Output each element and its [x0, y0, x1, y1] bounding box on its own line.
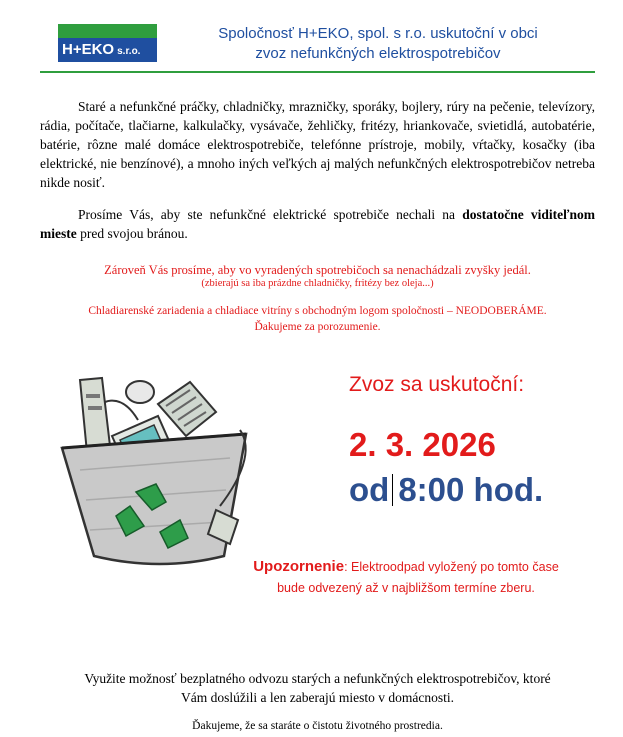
refrigeration-warning: Chladiarenské zariadenia a chladiace vitríny s obchodným logom spoločnosti – NEODOBERÁME. [88, 305, 547, 317]
collection-date: 2. 3. 2026 [349, 426, 496, 463]
placement-text-start: Prosíme Vás, aby ste nefunkčné elektrické spotrebiče nechali na [78, 207, 463, 222]
notice-line-1 [230, 556, 582, 578]
placement-paragraph [40, 205, 595, 243]
title-line-1: Spoločnosť H+EKO, spol. s r.o. uskutoční v obci [218, 25, 538, 42]
logo-brand-text: H+EKO [62, 41, 115, 58]
thanks-for-understanding: Ďakujeme za porozumenie. [254, 321, 381, 333]
notice-text-2: bude odvezený až v najbližšom termíne zberu. [277, 581, 535, 595]
time-prefix: od [349, 471, 390, 508]
keyboard-icon [158, 382, 216, 436]
placement-text-end: pred svojou bránou. [76, 226, 188, 241]
collection-time [349, 471, 543, 509]
late-disposal-notice [230, 556, 582, 599]
closing-thanks: Ďakujeme, že sa staráte o čistotu životného prostredia. [192, 720, 443, 732]
food-warning-note: (zbierajú sa iba prázdne chladničky, fritézy bez oleja...) [201, 278, 434, 289]
logo-blue-band [58, 38, 157, 62]
closing-line-1: Využite možnosť bezplatného odvozu starých a nefunkčných elektrospotrebičov, ktoré [84, 671, 551, 686]
time-value: 8:00 hod. [398, 471, 544, 508]
appliance-list-paragraph: Staré a nefunkčné práčky, chladničky, mrazničky, sporáky, bojlery, rúry na pečenie, televízory, rádia, počítače, tlačiarne, kalkulačky, vysávače, žehličky, fritézy, hriankovače, svietidlá, autobatérie, batérie, rôzne malé domáce elektrospotrebiče, telefónne prístroje, mobily, vŕtačky, kosačky (iba elektrické, nie benzínové), a mnoho iných veľkých aj malých nefunkčných elektrospotrebičov netreba nikde nosiť. [40, 99, 595, 190]
closing-line-2: Vám doslúžili a len zaberajú miesto v domácnosti. [181, 690, 454, 705]
collection-label: Zvoz sa uskutoční: [349, 373, 525, 396]
notice-text-1: : Elektroodpad vyložený po tomto čase [344, 560, 559, 574]
closing-paragraph [40, 669, 595, 707]
logo-green-band [58, 24, 157, 38]
placement-emphasis: dostatočne viditeľnom mieste [40, 207, 596, 241]
notice-lead: Upozornenie [253, 558, 345, 575]
logo-suffix-text: s.r.o. [117, 46, 141, 57]
title-line-2: zvoz nefunkčných elektrospotrebičov [255, 45, 501, 62]
food-warning: Zároveň Vás prosíme, aby vo vyradených spotrebičoch sa nenachádzali zvyšky jedál. [104, 263, 531, 277]
company-logo [58, 24, 157, 62]
text-cursor [392, 474, 393, 506]
header-divider [40, 71, 595, 73]
page-title [178, 24, 578, 64]
